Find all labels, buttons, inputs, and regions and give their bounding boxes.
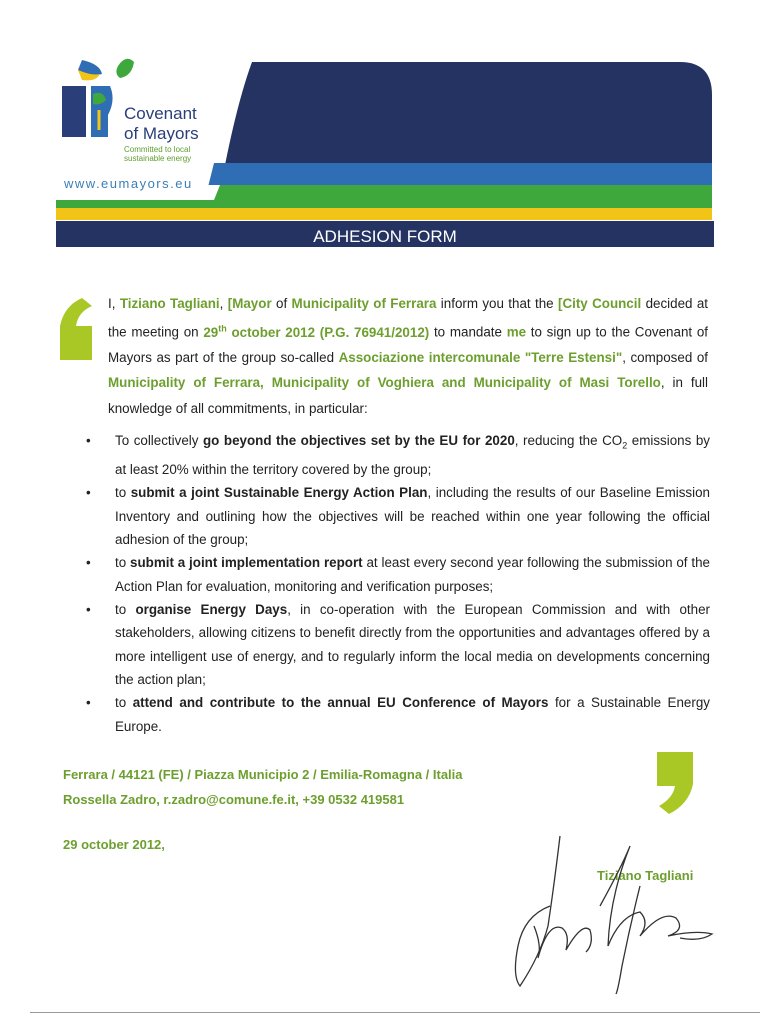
contact-block [63,762,463,812]
yellow-band [56,208,712,220]
commitment-item: • to submit a joint implementation report at least every second year following the submission of the Action Plan for evaluation, monitoring and verification purposes; [86,551,710,598]
commitment-item: • to submit a joint Sustainable Energy Action Plan, including the results of our Baseline Emission Inventory and outlining how the objectives will be reached within one year following the official adhesion of the group; [86,481,710,552]
form-title: ADHESION FORM [313,227,457,246]
logo-subtitle-line2: sustainable energy [124,154,192,163]
mandated-person: me [506,324,527,340]
signer-name: Tiziano Tagliani [597,868,694,883]
contact-person: Rossella Zadro, r.zadro@comune.fe.it, +39 0532 419581 [63,792,405,807]
signature-date: 29 october 2012, [63,837,165,852]
commitment-item: • To collectively go beyond the objectives set by the EU for 2020, reducing the $CO_2$ emissions by at least 20% within the territory covered by the group; [86,429,710,482]
header-banner [0,0,770,260]
intro-paragraph: I, Tiziano Tagliani, [Mayor of Municipality of Ferrara inform you that the [City Council decided at the meeting on 29th october 2012 (P.G. 76941/2012) to mandate me to sign up to the Covenant of Mayors as part of the group so-called Associazione intercomunale "Terre Estensi", composed of Municipality of Ferrara, Municipality of Voghiera and Municipality of Masi Torello, in full knowledge of all commitments, in particular: [108,296,708,416]
handwritten-signature [490,826,730,996]
commitment-item: • to organise Energy Days, in co-operation with the European Commission and with other stakeholders, allowing citizens to benefit directly from the opportunities and advantages offered by a more intelligent use of energy, and to regularly inform the local media on developments concerning the action plan; [86,598,710,692]
group-name: Associazione intercomunale "Terre Estensi" [338,350,623,366]
contact-address: Ferrara / 44121 (FE) / Piazza Municipio 2 / Emilia-Romagna / Italia [63,767,463,782]
municipality-name: Municipality of Ferrara [291,296,437,311]
mayor-role: [Mayor [227,296,272,311]
close-quote-icon [655,752,695,814]
website-link[interactable]: www.eumayors.eu [64,176,193,191]
logo-subtitle-line1: Committed to local [124,145,191,154]
blue-band [208,163,712,187]
open-quote-icon [58,298,94,360]
logo-title-line1: Covenant [124,104,197,123]
council-name: [City Council [557,296,642,311]
commitment-item: • to attend and contribute to the annual EU Conference of Mayors for a Sustainable Energy Europe. [86,691,710,738]
member-municipalities: Municipality of Ferrara, Municipality of Voghiera and Municipality of Masi Torello [108,375,661,391]
logo-title-line2: of Mayors [124,124,199,143]
meeting-date: 29th october 2012 (P.G. 76941/2012) [203,323,430,340]
navy-band [225,62,712,165]
bottom-divider [30,1012,760,1013]
commitments-list [86,429,710,738]
mayor-name: Tiziano Tagliani [119,296,220,311]
